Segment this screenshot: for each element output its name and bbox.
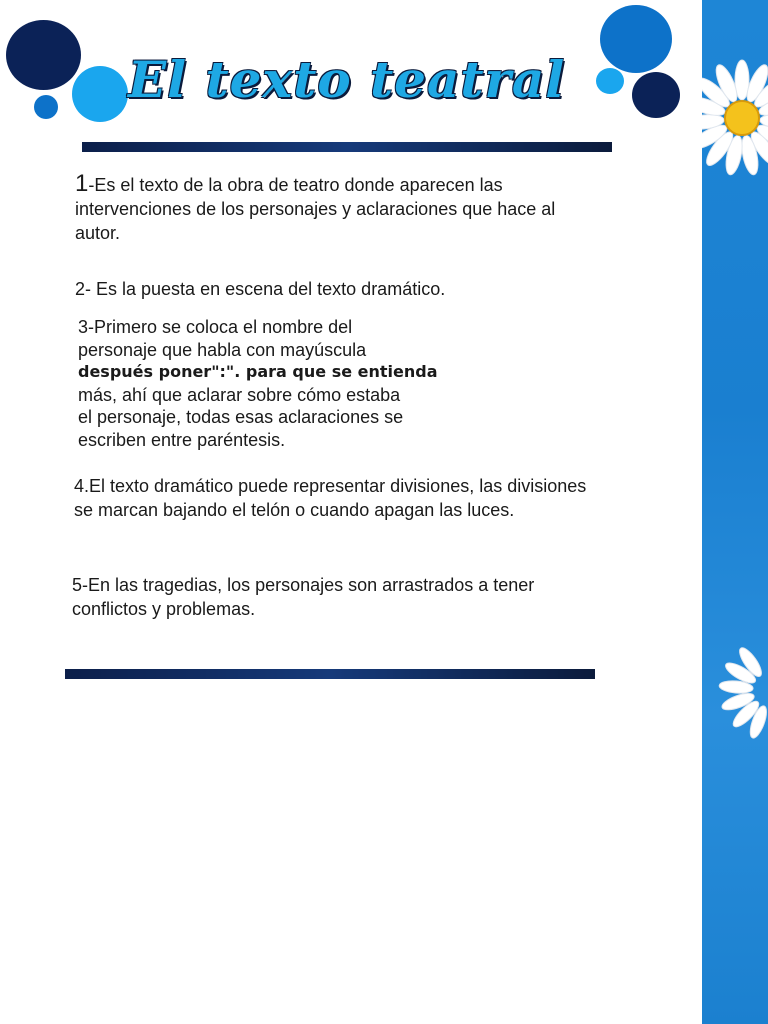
paragraph-3-line: personaje que habla con mayúscula [78,339,367,360]
paragraph-3-bold-line: después poner":". para que se entienda [78,362,438,381]
paragraph-3-line: más, ahí que aclarar sobre cómo estaba [78,384,401,405]
paragraph-3-line: el personaje, todas esas aclaraciones se [78,407,404,427]
paragraph-1 [75,172,565,245]
circle-decoration [34,95,58,119]
circle-decoration [600,5,672,73]
paragraph-1-text: -Es el texto de la obra de teatro donde aparecen las intervenciones de los personajes y aclaraciones que hace al autor. [75,175,556,243]
daisy-decoration [702,0,768,1024]
circle-decoration [632,72,680,118]
paragraph-5: 5-En las tragedias, los personajes son arrastrados a tener conflictos y problemas. [72,575,535,619]
circle-decoration [72,66,128,122]
paragraph-3 [78,316,498,451]
paragraph-2: 2- Es la puesta en escena del texto dramático. [75,279,446,299]
page-title: El texto teatral [128,50,566,109]
paragraph-1-number: 1 [75,170,89,197]
divider-top [82,142,612,152]
circle-decoration [6,20,81,90]
circle-decoration [596,68,624,94]
paragraph-3-line: 3-Primero se coloca el nombre del [78,317,353,337]
paragraph-4: 4.El texto dramático puede representar divisiones, las divisiones se marcan bajando el telón o cuando apagan las luces. [74,476,587,520]
paragraph-3-line: escriben entre paréntesis. [78,429,286,450]
divider-bottom [65,669,595,679]
side-photo-strip [702,0,768,1024]
